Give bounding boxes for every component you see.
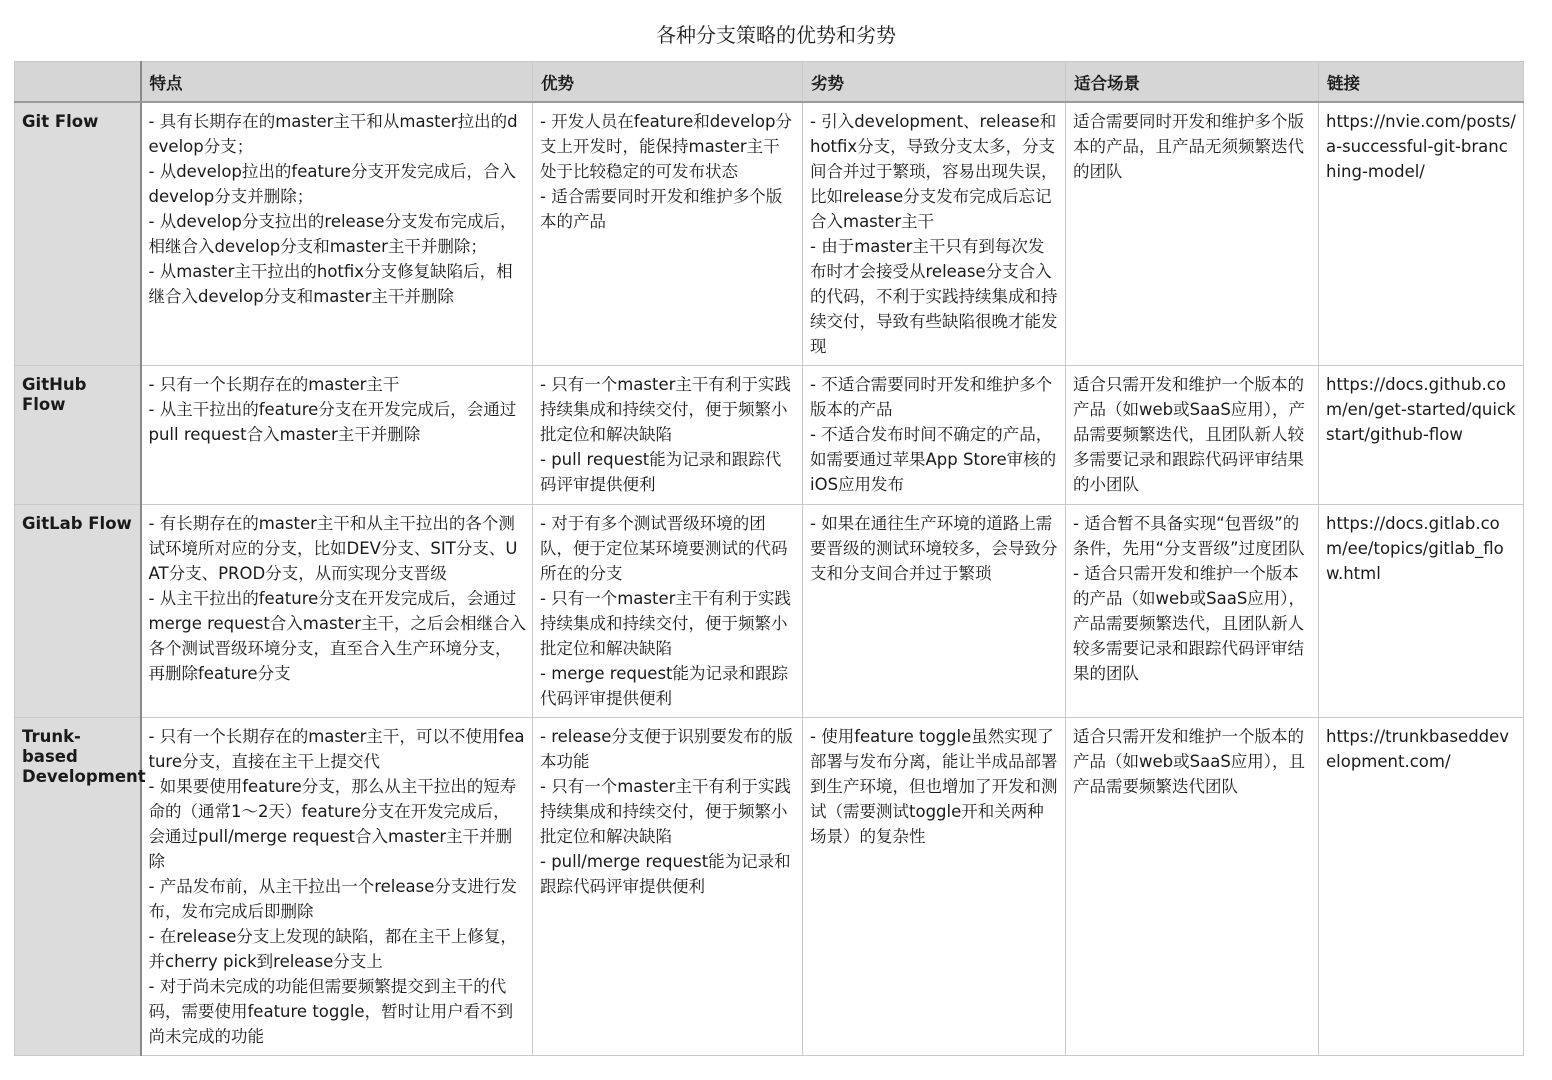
- feature-item: - 从主干拉出的feature分支在开发完成后，会通过pull request合入master主干并删除: [148, 399, 517, 444]
- cons-cell: [803, 365, 1066, 504]
- cons-cell: [803, 102, 1066, 365]
- pro-item: - 开发人员在feature和develop分支上开发时，能保持master主干处于比较稳定的可发布状态: [540, 112, 792, 181]
- link-text: https://docs.gitlab.com/ee/topics/gitlab_flow.html: [1326, 513, 1504, 583]
- link-text: https://docs.github.com/en/get-started/quickstart/github-flow: [1326, 374, 1516, 444]
- table-row-gitlab-flow: [15, 504, 1524, 717]
- cons-cell: [803, 504, 1066, 717]
- feature-item: - 从develop拉出的feature分支开发完成后，合入develop分支并删除；: [148, 162, 516, 206]
- pros-cell: [533, 102, 803, 365]
- row-label: GitHub Flow: [15, 365, 141, 504]
- header-row: [15, 62, 1524, 103]
- link-text: https://trunkbaseddevelopment.com/: [1326, 726, 1510, 771]
- scenarios-cell: [1066, 102, 1319, 365]
- feature-item: - 如果要使用feature分支，那么从主干拉出的短寿命的（通常1～2天）feature分支在开发完成后，会通过pull/merge request合入master主干并删除: [148, 776, 517, 871]
- feature-item: - 对于尚未完成的功能但需要频繁提交到主干的代码，需要使用feature toggle，暂时让用户看不到尚未完成的功能: [148, 976, 514, 1046]
- scenarios-cell: [1066, 365, 1319, 504]
- strategy-comparison-table: [14, 61, 1524, 1056]
- con-item: - 不适合发布时间不确定的产品，如需要通过苹果App Store审核的iOS应用发布: [810, 424, 1057, 494]
- feature-item: - 从主干拉出的feature分支在开发完成后，会通过merge request合入master主干，之后会相继合入各个测试晋级环境分支，直至合入生产环境分支，再删除feature分支: [148, 588, 526, 683]
- header-link: 链接: [1319, 62, 1524, 103]
- document-title: 各种分支策略的优势和劣势: [656, 23, 896, 47]
- link-cell: [1319, 102, 1524, 365]
- pro-item: - merge request能为记录和跟踪代码评审提供便利: [540, 663, 789, 708]
- feature-item: - 只有一个长期存在的master主干，可以不使用feature分支，直接在主干上提交代: [148, 726, 525, 771]
- header-corner: [15, 62, 141, 103]
- scenario-item: 适合需要同时开发和维护多个版本的产品，且产品无须频繁迭代的团队: [1073, 112, 1304, 181]
- header-scenarios: 适合场景: [1066, 62, 1319, 103]
- link-cell: [1319, 365, 1524, 504]
- pros-cell: [533, 717, 803, 1055]
- pro-item: - release分支便于识别要发布的版本功能: [540, 726, 793, 771]
- link-cell: [1319, 717, 1524, 1055]
- features-cell: [141, 504, 533, 717]
- row-label: GitLab Flow: [15, 504, 141, 717]
- row-label: Git Flow: [15, 102, 141, 365]
- feature-item: - 有长期存在的master主干和从主干拉出的各个测试环境所对应的分支，比如DEV分支、SIT分支、UAT分支、PROD分支，从而实现分支晋级: [148, 513, 518, 583]
- pro-item: - 只有一个master主干有利于实践持续集成和持续交付，便于频繁小批定位和解决缺陷: [540, 374, 791, 444]
- scenarios-cell: [1066, 717, 1319, 1055]
- con-item: - 引入development、release和hotfix分支，导致分支太多，分支间合并过于繁琐，容易出现失误，比如release分支发布完成后忘记合入master主干: [810, 112, 1058, 231]
- feature-item: - 产品发布前，从主干拉出一个release分支进行发布，发布完成后即删除: [148, 876, 517, 921]
- feature-item: - 具有长期存在的master主干和从master拉出的develop分支；: [148, 112, 518, 156]
- con-item: - 如果在通往生产环境的道路上需要晋级的测试环境较多，会导致分支和分支间合并过于繁琐: [810, 513, 1058, 583]
- cons-cell: [803, 717, 1066, 1055]
- con-item: - 由于master主干只有到每次发布时才会接受从release分支合入的代码，不利于实践持续集成和持续交付，导致有些缺陷很晚才能发现: [810, 237, 1058, 356]
- pro-item: - 只有一个master主干有利于实践持续集成和持续交付，便于频繁小批定位和解决缺陷: [540, 776, 791, 846]
- pro-item: - pull/merge request能为记录和跟踪代码评审提供便利: [540, 851, 791, 896]
- scenarios-cell: [1066, 504, 1319, 717]
- feature-item: - 在release分支上发现的缺陷，都在主干上修复，并cherry pick到release分支上: [148, 926, 517, 971]
- table-row-trunk-based: [15, 717, 1524, 1055]
- table-row-github-flow: [15, 365, 1524, 504]
- scenario-item: - 适合只需开发和维护一个版本的产品（如web或SaaS应用），产品需要频繁迭代，且团队新人较多需要记录和跟踪代码评审结果的团队: [1073, 563, 1306, 683]
- pros-cell: [533, 365, 803, 504]
- link-text: https://nvie.com/posts/a-successful-git-branching-model/: [1326, 112, 1516, 181]
- pro-item: - pull request能为记录和跟踪代码评审提供便利: [540, 449, 782, 494]
- header-pros: 优势: [533, 62, 803, 103]
- scenario-item: 适合只需开发和维护一个版本的产品（如web或SaaS应用），且产品需要频繁迭代团队: [1073, 726, 1306, 796]
- link-cell: [1319, 504, 1524, 717]
- pro-item: - 适合需要同时开发和维护多个版本的产品: [540, 187, 783, 231]
- pros-cell: [533, 504, 803, 717]
- header-features: 特点: [141, 62, 533, 103]
- feature-item: - 从master主干拉出的hotfix分支修复缺陷后，相继合入develop分支和master主干并删除: [148, 262, 513, 306]
- con-item: - 不适合需要同时开发和维护多个版本的产品: [810, 374, 1053, 419]
- scenario-item: 适合只需开发和维护一个版本的产品（如web或SaaS应用），产品需要频繁迭代，且团队新人较多需要记录和跟踪代码评审结果的小团队: [1073, 374, 1306, 494]
- con-item: - 使用feature toggle虽然实现了部署与发布分离，能让半成品部署到生产环境，但也增加了开发和测试（需要测试toggle开和关两种场景）的复杂性: [810, 726, 1058, 846]
- scenario-item: - 适合暂不具备实现“包晋级”的条件，先用“分支晋级”过度团队: [1073, 513, 1305, 558]
- pro-item: - 只有一个master主干有利于实践持续集成和持续交付，便于频繁小批定位和解决缺陷: [540, 588, 791, 658]
- feature-item: - 只有一个长期存在的master主干: [148, 374, 400, 394]
- features-cell: [141, 365, 533, 504]
- pro-item: - 对于有多个测试晋级环境的团队，便于定位某环境要测试的代码所在的分支: [540, 513, 788, 583]
- header-cons: 劣势: [803, 62, 1066, 103]
- table-row-git-flow: [15, 102, 1524, 365]
- features-cell: [141, 102, 533, 365]
- feature-item: - 从develop分支拉出的release分支发布完成后，相继合入develop分支和master主干并删除；: [148, 212, 517, 256]
- features-cell: [141, 717, 533, 1055]
- row-label: Trunk-based Development: [15, 717, 141, 1055]
